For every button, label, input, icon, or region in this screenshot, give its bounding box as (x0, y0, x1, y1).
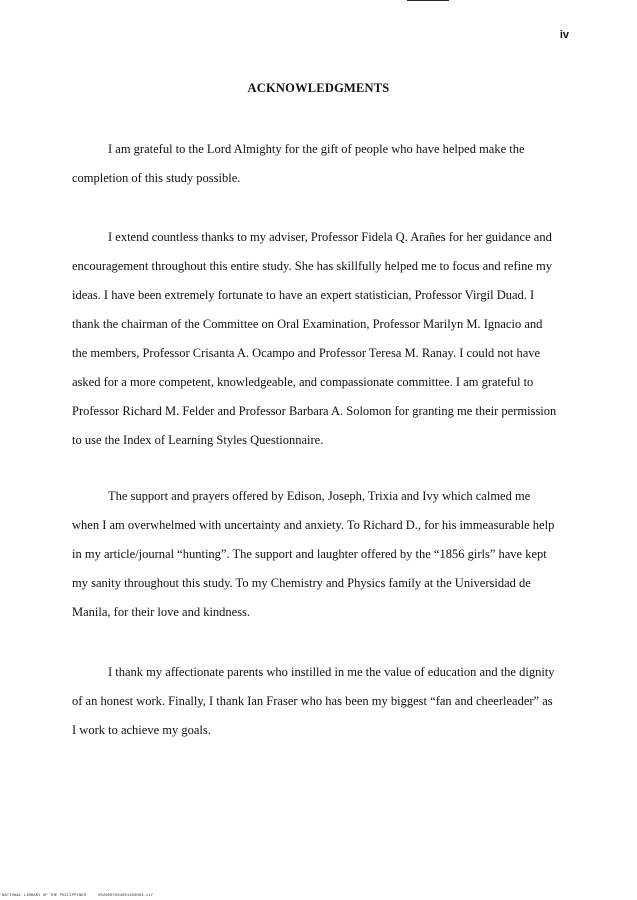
paragraph-text: I am grateful to the Lord Almighty for the gift of people who have helped make the completion of this study possible. (72, 142, 525, 185)
paragraph-4 (72, 658, 570, 745)
paragraph-text: The support and prayers offered by Edison, Joseph, Trixia and Ivy which calmed me when I am overwhelmed with uncertainty and anxiety. To Richard D., for his immeasurable help in my article/journal “hunting”. The support and laughter offered by the “1856 girls” have kept my sanity throughout this study. To my Chemistry and Physics family at the Universidad de Manila, for their love and kindness. (72, 489, 555, 619)
paragraph-text: I extend countless thanks to my adviser, Professor Fidela Q. Arañes for her guidance and encouragement throughout this entire study. She has skillfully helped me to focus and refine my ideas. I have been extremely fortunate to have an expert statistician, Professor Virgil Duad. I thank the chairman of the Committee on Oral Examination, Professor Marilyn M. Ignacio and the members, Professor Crisanta A. Ocampo and Professor Teresa M. Ranay. I could not have asked for a more competent, knowledgeable, and compassionate committee. I am grateful to Professor Richard M. Felder and Professor Barbara A. Solomon for granting me their permission to use the Index of Learning Styles Questionnaire. (72, 230, 557, 447)
paragraph-3 (72, 482, 570, 627)
page-number: iv (559, 29, 569, 41)
paragraph-text: I thank my affectionate parents who instilled in me the value of education and the dignity of an honest work. Finally, I thank Ian Fraser who has been my biggest “fan and cheerleader” as I work to achieve my goals. (72, 665, 555, 737)
page-title: ACKNOWLEDGMENTS (247, 81, 390, 95)
scan-footer: NATIONAL LIBRARY OF THE PHILIPPINES 0029007504001403004.tif (2, 894, 154, 898)
top-rule (407, 0, 449, 1)
paragraph-1 (72, 135, 570, 193)
paragraph-2 (72, 223, 570, 455)
